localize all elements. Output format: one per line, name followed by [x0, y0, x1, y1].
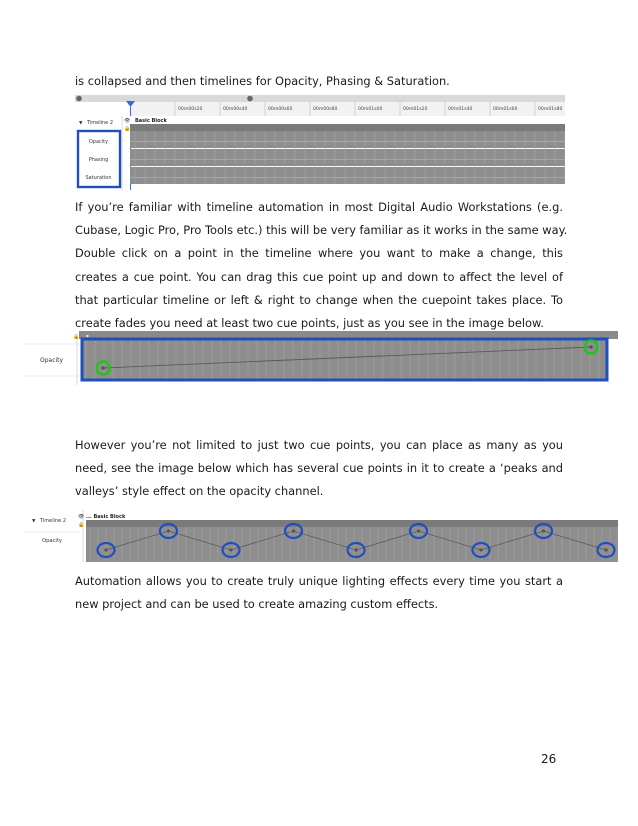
cue-point[interactable] [354, 548, 357, 551]
lock-icon[interactable]: 🔒 [78, 522, 85, 528]
channel-label-opacity: Opacity [88, 139, 109, 145]
page-number: 26 [541, 752, 557, 766]
scroll-handle-left[interactable] [76, 96, 82, 102]
figure-fade-cue-points [24, 331, 618, 385]
ruler-timecode: 00m00s80 [313, 107, 338, 112]
ruler-timecode: 00m01s20 [403, 107, 428, 112]
paragraph3-line: Automation allows you to create truly unique lighting effects every time you start a [75, 574, 563, 588]
channel-label-opacity: Opacity [42, 538, 62, 544]
ruler-timecode: 00m00s40 [223, 107, 248, 112]
cue-point-end[interactable] [589, 345, 593, 349]
scroll-track[interactable] [75, 95, 565, 102]
track-background[interactable] [82, 339, 607, 380]
cue-point[interactable] [104, 548, 107, 551]
cue-point-start[interactable] [101, 366, 105, 370]
cue-point[interactable] [417, 529, 420, 532]
intro-text [75, 70, 563, 93]
ruler-timecode: 00m01s80 [538, 107, 563, 112]
lock-icon[interactable]: 🔒 [73, 334, 80, 340]
cue-point[interactable] [167, 529, 170, 532]
ruler-timecode: 00m00s20 [178, 107, 203, 112]
channel-label-saturation: Saturation [85, 175, 112, 181]
paragraph1-line: Cubase, Logic Pro, Pro Tools etc.) this will be very familiar as it works in the same way. [75, 223, 568, 238]
timeline-screenshot-1 [75, 95, 565, 190]
collapse-arrow-icon[interactable]: ▼ [79, 121, 83, 126]
paragraph1-line: creates a cue point. You can drag this cue point up and down to affect the level of [75, 269, 563, 284]
figure-timeline-channels [75, 95, 565, 190]
paragraph2-line: need, see the image below which has several cue points in it to create a ‘peaks and [75, 461, 563, 476]
figure-peaks-valleys [24, 510, 618, 562]
timeline-screenshot-2 [24, 331, 618, 385]
paragraph1-line: that particular timeline or left & right to change when the cuepoint takes place. To [75, 292, 563, 307]
ruler-timecode: 00m00s60 [268, 107, 293, 112]
cue-point[interactable] [292, 529, 295, 532]
paragraph1-line: Double click on a point in the timeline where you want to make a change, this [75, 246, 563, 261]
block-label: Basic Block [135, 118, 167, 124]
intro-line: is collapsed and then timelines for Opacity, Phasing & Saturation. [75, 74, 450, 88]
ruler-timecode: 00m01s00 [358, 107, 383, 112]
opacity-track[interactable] [82, 339, 607, 380]
visibility-eye-icon[interactable]: 👁 [124, 118, 131, 124]
channel-tracks[interactable] [130, 131, 565, 184]
paragraph3-line: new project and can be used to create amazing custom effects. [75, 597, 439, 612]
block-strip-tag: ▪ [86, 333, 89, 338]
timeline-label: Timeline 2 [40, 518, 67, 524]
paragraph-automation [75, 196, 568, 335]
cue-point[interactable] [479, 548, 482, 551]
ruler-timecode: 00m01s40 [448, 107, 473, 112]
paragraph2-line: However you’re not limited to just two cue points, you can place as many as you [75, 438, 563, 452]
block-strip[interactable] [130, 124, 565, 131]
collapse-arrow-icon[interactable]: ▼ [32, 519, 36, 524]
scroll-handle-right[interactable] [247, 96, 253, 102]
paragraph-conclusion [75, 570, 563, 616]
lock-icon[interactable]: 🔒 [124, 126, 131, 132]
opacity-track[interactable] [86, 524, 618, 562]
ruler-timecode: 00m01s60 [493, 107, 518, 112]
paragraph-multiple-cues [75, 434, 563, 504]
visibility-eye-icon[interactable]: 👁 [78, 514, 85, 520]
channel-label-opacity: Opacity [40, 357, 64, 364]
cue-point[interactable] [229, 548, 232, 551]
cue-point[interactable] [542, 529, 545, 532]
paragraph1-line: create fades you need at least two cue points, just as you see in the image below. [75, 316, 544, 331]
cue-point[interactable] [604, 548, 607, 551]
timeline-label: Timeline 2 [87, 120, 114, 126]
block-label: ... Basic Block [86, 514, 126, 520]
channel-label-phasing: Phasing [88, 157, 109, 163]
timeline-screenshot-3 [24, 510, 618, 562]
paragraph1-line: If you’re familiar with timeline automation in most Digital Audio Workstations (e.g. [75, 200, 563, 214]
paragraph2-line: valleys’ style effect on the opacity channel. [75, 484, 324, 499]
